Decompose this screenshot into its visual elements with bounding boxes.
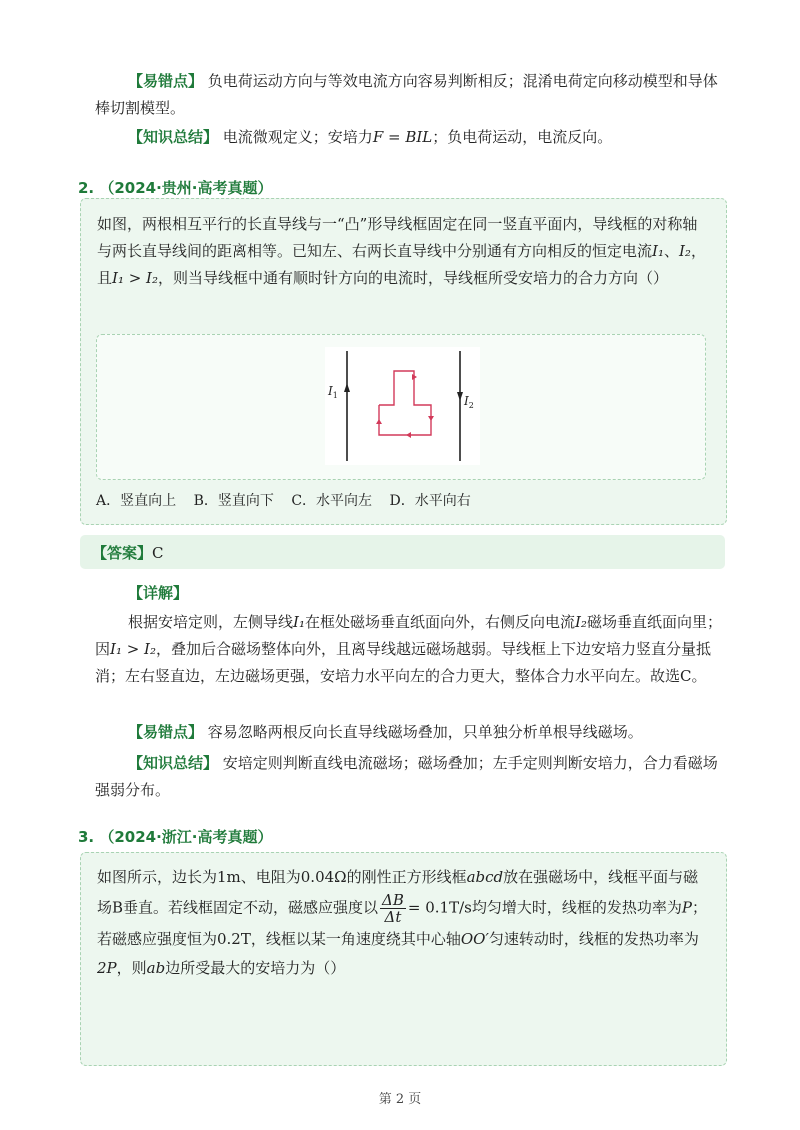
option-a[interactable]: A．竖直向上 [96,493,177,509]
page-number: 第 2 页 [378,1092,422,1107]
option-b[interactable]: B．竖直向下 [193,493,274,509]
stem-text: 、 [663,242,679,260]
summary-formula: F = BIL [372,128,433,146]
question-2-options [96,490,481,510]
answer-box [80,535,725,569]
detail-text: 在框处磁场垂直纸面向外，右侧反向电流 [304,613,575,631]
option-d[interactable]: D．水平向右 [389,493,471,509]
question-3-box [80,852,727,1066]
stem-ab: ab [146,959,166,977]
error-text: 容易忽略两根反向长直导线磁场叠加，只单独分析单根导线磁场。 [207,723,643,741]
stem-text: ，则 [116,959,147,977]
detail-paragraph [95,609,725,690]
stem-abcd: abcd [466,868,504,886]
answer-label [92,542,164,563]
stem-text: ，则当导线框中通有顺时针方向的电流时，导线框所受安培力的合力方向（） [158,269,669,287]
error-tag: 【易错点】 [128,723,204,741]
stem-text: 如图，两根相互平行的长直导线与一“凸”形导线框固定在同一竖直平面内，导线框的对称轴与两长直导线间的距离相等。已知左、右两长直导线中分别通有方向相反的恒定电流 [97,215,698,260]
top-error-paragraph [95,68,725,122]
detail-tag: 【详解】 [128,584,189,602]
label-i2: $I_2$ [464,394,474,410]
up-arrow-icon [344,383,350,392]
stem-axis: OO′ [460,930,489,948]
stem-text: 放在强磁场中，线框平面与磁场B垂直。若线框固定不动，磁感应强度以 [97,868,699,917]
q2-summary-paragraph [95,750,725,804]
option-c[interactable]: C．水平向左 [291,493,373,509]
stem-text: ，且 [97,242,706,287]
detail-text: ，叠加后合磁场整体向外，且离导线越远磁场越弱。导线框上下边安培力竖直分量抵消；左右竖直边，左边磁场更强，安培力水平向左的合力更大，整体合力水平向左。故选C。 [95,640,712,685]
answer-tag: 【答案】 [92,544,153,562]
stem-text: 如图所示，边长为1m、电阻为0.04Ω的刚性正方形线框 [97,868,467,886]
detail-text: 磁场垂直纸面向里；因 [95,613,722,658]
fraction-denominator: Δt [384,908,402,926]
detail-text: 根据安培定则，左侧导线 [128,613,294,631]
fraction-numerator: ΔB [382,891,404,909]
q2-error-paragraph [95,719,725,746]
rate-value: = 0.1T/s [407,898,472,917]
summary-post: ；负电荷运动，电流反向。 [432,128,613,146]
current-i2: I₂ [678,242,691,260]
detail-i1: I₁ [293,613,305,631]
detail-comparison: I₁ > I₂ [110,640,156,658]
circuit-figure [325,347,480,465]
answer-value: C [152,544,164,562]
error-tag: 【易错点】 [128,72,204,90]
current-i1: I₁ [652,242,664,260]
question-2-stem [97,211,709,292]
detail-i2: I₂ [574,613,587,631]
summary-tag: 【知识总结】 [128,754,219,772]
stem-text: 均匀增大时，线框的发热功率为 [471,898,682,917]
detail-header [95,580,725,607]
stem-p: P [681,898,692,917]
loop-arrow-icon [428,416,434,421]
stem-text: 边所受最大的安培力为（） [165,959,346,977]
loop-arrow-icon [406,432,411,438]
rate-fraction [380,892,406,925]
label-i1: $I_1$ [328,384,338,400]
question-3-stem [97,863,709,983]
down-arrow-icon [457,392,463,401]
question-3-header: 3. （2024·浙江·高考真题） [78,828,273,846]
loop-arrow-icon [376,419,382,424]
stem-text: ；若磁感应强度恒为0.2T，线框以某一角速度绕其中心轴 [97,898,707,948]
error-text: 负电荷运动方向与等效电流方向容易判断相反；混淆电荷定向移动模型和导体棒切割模型。 [95,72,718,117]
summary-tag: 【知识总结】 [128,128,219,146]
question-2-header: 2. （2024·贵州·高考真题） [78,179,273,197]
stem-text: 匀速转动时，线框的发热功率为 [488,930,699,948]
stem-2p: 2P [97,959,117,977]
current-comparison: I₁ > I₂ [112,269,158,287]
summary-pre: 电流微观定义；安培力 [222,128,373,146]
figure-container [96,334,706,480]
top-summary-paragraph [95,124,725,151]
convex-loop [379,371,431,435]
summary-text: 安培定则判断直线电流磁场；磁场叠加；左手定则判断安培力，合力看磁场强弱分布。 [95,754,718,799]
